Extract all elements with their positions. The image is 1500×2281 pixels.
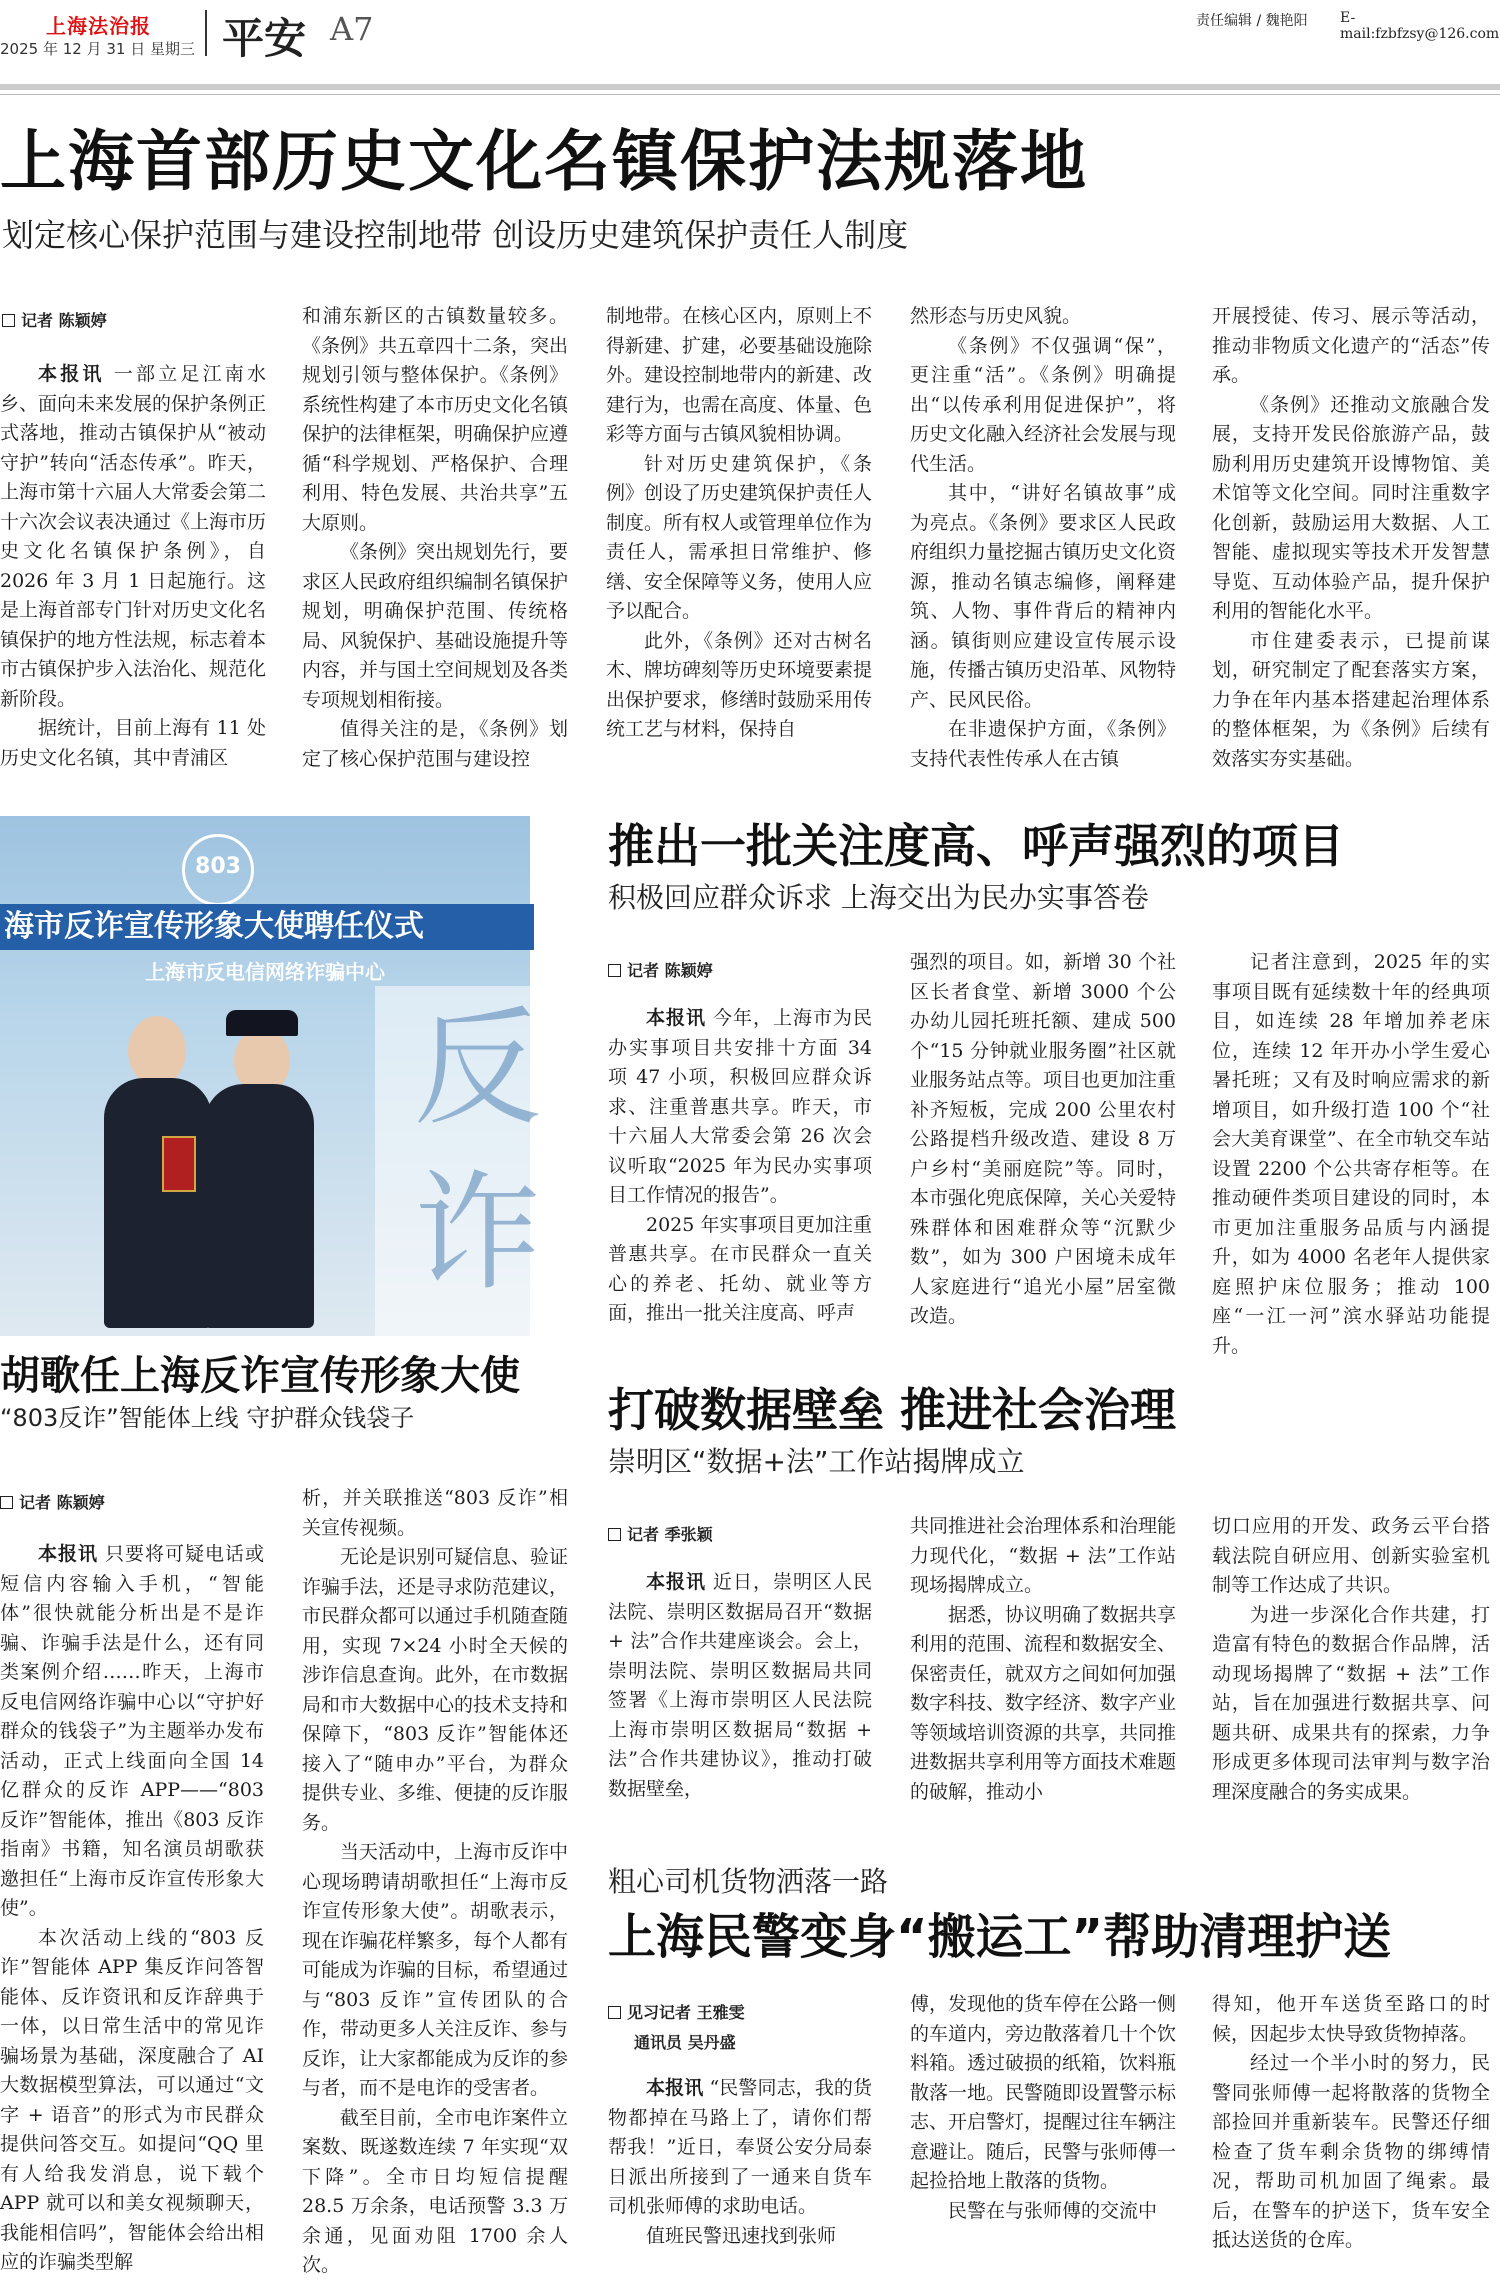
article5-kicker: 粗心司机货物洒落一路 bbox=[608, 1865, 889, 1898]
paragraph: 此外，《条例》还对古树名木、牌坊碑刻等历史环境要素提出保护要求，修缮时鼓励采用传统工艺与材料，保持自 bbox=[606, 629, 873, 740]
article1-column-5 bbox=[1212, 302, 1490, 770]
paragraph: 然形态与历史风貌。 bbox=[910, 305, 1082, 327]
paragraph: 市住建委表示，已提前谋划，研究制定了配套落实方案，力争在年内基本搭建起治理体系的整体框架，为《条例》后续有效落实夯实基础。 bbox=[1212, 629, 1490, 770]
byline-square-icon bbox=[608, 964, 621, 977]
paragraph: 截至目前，全市电诈案件立案数、既遂数连续 7 年实现“双下降”。全市日均短信提醒 28.5 万余条，电话预警 3.3 万余通，见面劝阻 1700 余人次。 bbox=[302, 2106, 569, 2276]
article5-byline-reporter bbox=[608, 2000, 745, 2023]
article3-column-2 bbox=[302, 1484, 569, 2276]
article1-byline bbox=[2, 308, 107, 331]
lead-label: 本报讯 bbox=[646, 2077, 704, 2099]
paragraph: 据统计，目前上海有 11 处历史文化名镇，其中青浦区 bbox=[0, 717, 266, 769]
byline-text: 记者 陈颖婷 bbox=[21, 311, 107, 330]
newspaper-logo: 上海法治报 bbox=[46, 14, 151, 38]
article4-column-2 bbox=[910, 1512, 1176, 1806]
article1-title: 上海首部历史文化名镇保护法规落地 bbox=[0, 123, 1088, 200]
section-divider bbox=[205, 10, 207, 56]
paragraph: 共同推进社会治理体系和治理能力现代化，“数据 + 法”工作站现场揭牌成立。 bbox=[910, 1515, 1177, 1596]
paragraph: 在非遗保护方面，《条例》支持代表性传承人在古镇 bbox=[910, 718, 1176, 770]
lead-label: 本报讯 bbox=[646, 1571, 706, 1593]
lead-label: 本报讯 bbox=[646, 1007, 706, 1029]
article2-column-2 bbox=[910, 948, 1176, 1326]
paragraph: 经过一个半小时的努力，民警同张师傅一起将散落的货物全部捡回并重新装车。民警还仔细检查了货车剩余货物的绑缚情况，帮助司机加固了绳索。最后，在警车的护送下，货车安全抵达送货的仓库。 bbox=[1212, 2052, 1490, 2251]
article1-subtitle: 划定核心保护范围与建设控制地带 创设历史建筑保护责任人制度 bbox=[2, 216, 909, 254]
article5-byline-correspondent: 通讯员 吴丹盛 bbox=[634, 2033, 736, 2052]
paragraph: 本次活动上线的“803 反诈”智能体 APP 集反诈问答智能体、反诈资讯和反诈辞典于一体，以日常生活中的常见诈骗场景为基础，深度融合了 AI 大数据模型算法，可以通过“文字 + 语音”的形式为市民群众提供问答交互。如提问“QQ 里有人给我发消息，说下载个 APP 就可以和美女视频聊天，我能相信吗”，智能体会给出相应的诈骗类型解 bbox=[0, 1926, 264, 2273]
byline-square-icon bbox=[0, 1496, 13, 1509]
byline-text: 见习记者 王雅雯 bbox=[627, 2003, 745, 2022]
byline-square-icon bbox=[608, 2006, 621, 2019]
header-rule-thin bbox=[0, 94, 1500, 95]
paragraph: 析，并关联推送“803 反诈”相关宣传视频。 bbox=[302, 1487, 568, 1539]
paragraph: 2025 年实事项目更加注重普惠共享。在市民群众一直关心的养老、托幼、就业等方面，推出一批关注度高、呼声 bbox=[608, 1213, 872, 1324]
paragraph: 值班民警迅速找到张师 bbox=[646, 2224, 837, 2247]
article4-subtitle: 崇明区“数据+法”工作站揭牌成立 bbox=[608, 1445, 1025, 1478]
paragraph: 《条例》突出规划先行，要求区人民政府组织编制名镇保护规划，明确保护范围、传统格局、风貌保护、基础设施提升等内容，并与国土空间规划及各类专项规划相衔接。 bbox=[302, 541, 569, 711]
article3-column-1 bbox=[0, 1540, 264, 2273]
article1-column-1 bbox=[0, 360, 267, 769]
article5-column-3 bbox=[1212, 1990, 1490, 2250]
article2-subtitle: 积极回应群众诉求 上海交出为民办实事答卷 bbox=[608, 881, 1149, 914]
byline-text: 记者 陈颖婷 bbox=[19, 1493, 105, 1512]
section-name: 平安 bbox=[222, 14, 307, 63]
paragraph: 无论是识别可疑信息、验证诈骗手法，还是寻求防范建议，市民群众都可以通过手机随查随用，实现 7×24 小时全天候的涉诈信息查询。此外，在市数据局和市大数据中心的技术支持和保障下，“803 反诈”智能体还接入了“随申办”平台，为群众提供专业、多维、便捷的反诈服务。 bbox=[302, 1546, 569, 1834]
paragraph: 民警在与张师傅的交流中 bbox=[948, 2199, 1158, 2222]
article2-column-1 bbox=[608, 1004, 872, 1326]
803-logo-icon: 803 bbox=[182, 834, 254, 906]
photo-banner-title: 海市反诈宣传形象大使聘任仪式 bbox=[0, 904, 534, 950]
article2-title: 推出一批关注度高、呼声强烈的项目 bbox=[608, 819, 1344, 873]
paragraph: 切口应用的开发、政务云平台搭载法院自研应用、创新实验室机制等工作达成了共识。 bbox=[1212, 1515, 1490, 1596]
paragraph: 为进一步深化合作共建，打造富有特色的数据合作品牌，活动现场揭牌了“数据 + 法”工作站，旨在加强进行数据共享、问题共研、成果共有的探索，力争形成更多体现司法审判与数字治理深度融合的务实成果。 bbox=[1212, 1603, 1490, 1803]
article4-column-3 bbox=[1212, 1512, 1490, 1806]
article4-title: 打破数据壁垒 推进社会治理 bbox=[608, 1383, 1177, 1437]
article1-column-2 bbox=[302, 302, 569, 770]
paragraph: 今年，上海市为民办实事项目共安排十方面 34 项 47 小项，积极回应群众诉求、注重普惠共享。昨天，市十六届人大常委会第 26 次会议听取“2025 年为民办实事项目工作情况的报告”。 bbox=[608, 1007, 872, 1206]
anti-fraud-stamp: 反诈 bbox=[375, 986, 580, 1336]
paragraph: 其中，“讲好名镇故事”成为亮点。《条例》要求区人民政府组织力量挖掘古镇历史文化资源，推动名镇志编修，阐释建筑、人物、事件背后的精神内涵。镇街则应建设宣传展示设施，传播古镇历史沿革、风物特产、民风民俗。 bbox=[910, 482, 1177, 711]
paragraph: 制地带。在核心区内，原则上不得新建、扩建，必要基础设施除外。建设控制地带内的新建、改建行为，也需在高度、体量、色彩等方面与古镇风貌相协调。 bbox=[606, 305, 873, 445]
lead-label: 本报讯 bbox=[38, 1543, 98, 1565]
responsible-editor: 责任编辑 / 魏艳阳 bbox=[1196, 13, 1308, 29]
paragraph: 傅，发现他的货车停在公路一侧的车道内，旁边散落着几十个饮料箱。透过破损的纸箱，饮料瓶散落一地。民警随即设置警示标志、开启警灯，提醒过往车辆注意避让。随后，民警与张师傅一起捡拾地上散落的货物。 bbox=[910, 1993, 1177, 2192]
paragraph: 强烈的项目。如，新增 30 个社区长者食堂、新增 3000 个公办幼儿园托班托额、建成 500 个“15 分钟就业服务圈”社区就业服务站点等。项目也更加注重补齐短板，完成 200 公里农村公路提档升级改造、建设 8 万户乡村“美丽庭院”等。同时，本市强化兜底保障，关心关爱特殊群体和困难群众等“沉默少数”，如为 300 户困境未成年人家庭进行“追光小屋”居室微改造。 bbox=[910, 951, 1177, 1327]
article3-title: 胡歌任上海反诈宣传形象大使 bbox=[0, 1353, 520, 1399]
masthead bbox=[0, 0, 1500, 80]
paragraph: 《条例》不仅强调“保”，更注重“活”。《条例》明确提出“以传承利用促进保护”，将历史文化融入经济社会发展与现代生活。 bbox=[910, 334, 1177, 475]
person-head bbox=[128, 1016, 186, 1086]
paragraph: 据悉，协议明确了数据共享利用的范围、流程和数据安全、保密责任，就双方之间如何加强数字科技、数字经济、数字产业等领域培训资源的共享，共同推进数据共享利用等方面技术难题的破解，推动小 bbox=[910, 1603, 1177, 1803]
article2-column-3 bbox=[1212, 948, 1490, 1357]
article2-byline bbox=[608, 958, 713, 981]
byline-text: 记者 陈颖婷 bbox=[627, 961, 713, 980]
article5-title: 上海民警变身“搬运工”帮助清理护送 bbox=[608, 1909, 1392, 1965]
paragraph: 得知，他开车送货至路口的时候，因起步太快导致货物掉落。 bbox=[1212, 1993, 1490, 2045]
paragraph: 值得关注的是，《条例》划定了核心保护范围与建设控 bbox=[302, 718, 568, 770]
byline-square-icon bbox=[608, 1528, 621, 1541]
article4-column-1 bbox=[608, 1568, 872, 1806]
article1-column-3 bbox=[606, 302, 872, 750]
officer-figure bbox=[204, 1084, 314, 1328]
paragraph: 《条例》还推动文旅融合发展，支持开发民俗旅游产品，鼓励利用历史建筑开设博物馆、美术馆等文化空间。同时注重数字化创新，鼓励运用大数据、人工智能、虚拟现实等技术开发智慧导览、互动体验产品，提升保护利用的智能化水平。 bbox=[1212, 393, 1490, 622]
paragraph: 针对历史建筑保护，《条例》创设了历史建筑保护责任人制度。所有权人或管理单位作为责任人，需承担日常维护、修缮、安全保障等义务，使用人应予以配合。 bbox=[606, 452, 873, 622]
editor-email: E-mail:fzbfzsy@126.com bbox=[1340, 10, 1500, 42]
article3-byline bbox=[0, 1490, 105, 1513]
article5-column-2 bbox=[910, 1990, 1176, 2250]
lead-label: 本报讯 bbox=[38, 363, 105, 385]
article5-column-1 bbox=[608, 2074, 872, 2250]
paragraph: 一部立足江南水乡、面向未来发展的保护条例正式落地，推动古镇保护从“被动守护”转向“活态传承”。昨天，上海市第十六届人大常委会第二十六次会议表决通过《上海市历史文化名镇保护条例》，自 2026 年 3 月 1 日起施行。这是上海首部专门针对历史文化名镇保护的地方性法规，标志着本市古镇保护步入法治化、规范化新阶段。 bbox=[0, 363, 267, 710]
publication-date: 2025 年 12 月 31 日 星期三 bbox=[0, 40, 195, 58]
article4-byline bbox=[608, 1522, 713, 1545]
page-number: A7 bbox=[330, 10, 374, 48]
header-rule bbox=[0, 84, 1500, 90]
paragraph: 当天活动中，上海市反诈中心现场聘请胡歌担任“上海市反诈宣传形象大使”。胡歌表示，现在诈骗花样繁多，每个人都有可能成为诈骗的目标，希望通过与“803 反诈”宣传团队的合作，带动更多人关注反诈、参与反诈，让大家都能成为反诈的参与者，而不是电诈的受害者。 bbox=[302, 1841, 569, 2099]
byline-text: 记者 季张颖 bbox=[627, 1525, 713, 1544]
officer-cap bbox=[226, 1010, 298, 1036]
certificate-icon bbox=[162, 1136, 196, 1192]
paragraph: 开展授徒、传习、展示等活动，推动非物质文化遗产的“活态”传承。 bbox=[1212, 305, 1490, 386]
paragraph: 记者注意到，2025 年的实事项目既有延续数十年的经典项目，如连续 28 年增加养老床位，连续 12 年开办小学生爱心暑托班；又有及时响应需求的新增项目，如升级打造 100 个“社会大美育课堂”、在全市轨交车站设置 2200 个公共寄存柜等。在推动硬件类项目建设的同时，本市更加注重服务品质与内涵提升，如为 4000 名老年人提供家庭照护床位服务；推动 100 座“一江一河”滨水驿站功能提升。 bbox=[1212, 951, 1490, 1357]
paragraph: 只要将可疑电话或短信内容输入手机，“智能体”很快就能分析出是不是诈骗、诈骗手法是什么，还有同类案例介绍……昨天，上海市反电信网络诈骗中心以“守护好群众的钱袋子”为主题举办发布活动，正式上线面向全国 14 亿群众的反诈 APP——“803 反诈”智能体，推出《803 反诈指南》书籍，知名演员胡歌获邀担任“上海市反诈宣传形象大使”。 bbox=[0, 1543, 264, 1919]
paragraph: 近日，崇明区人民法院、崇明区数据局召开“数据 + 法”合作共建座谈会。会上，崇明法院、崇明区数据局共同签署《上海市崇明区人民法院 上海市崇明区数据局“数据 + 法”合作共建协议》，推动打破数据壁垒， bbox=[608, 1571, 872, 1800]
event-photo bbox=[0, 816, 542, 1336]
paragraph: “民警同志，我的货物都掉在马路上了，请你们帮帮我！”近日，奉贤公安分局泰日派出所接到了一通来自货车司机张师傅的求助电话。 bbox=[608, 2077, 872, 2217]
byline-square-icon bbox=[2, 314, 15, 327]
person-figure bbox=[104, 1078, 212, 1328]
photo-banner-subtitle: 上海市反电信网络诈骗中心 bbox=[145, 960, 385, 984]
article1-column-4 bbox=[910, 302, 1177, 770]
paragraph: 和浦东新区的古镇数量较多。《条例》共五章四十二条，突出规划引领与整体保护。《条例》系统性构建了本市历史文化名镇保护的法律框架，明确保护应遵循“科学规划、严格保护、合理利用、特色发展、共治共享”五大原则。 bbox=[302, 305, 569, 534]
article3-subtitle: “803反诈”智能体上线 守护群众钱袋子 bbox=[0, 1404, 415, 1432]
